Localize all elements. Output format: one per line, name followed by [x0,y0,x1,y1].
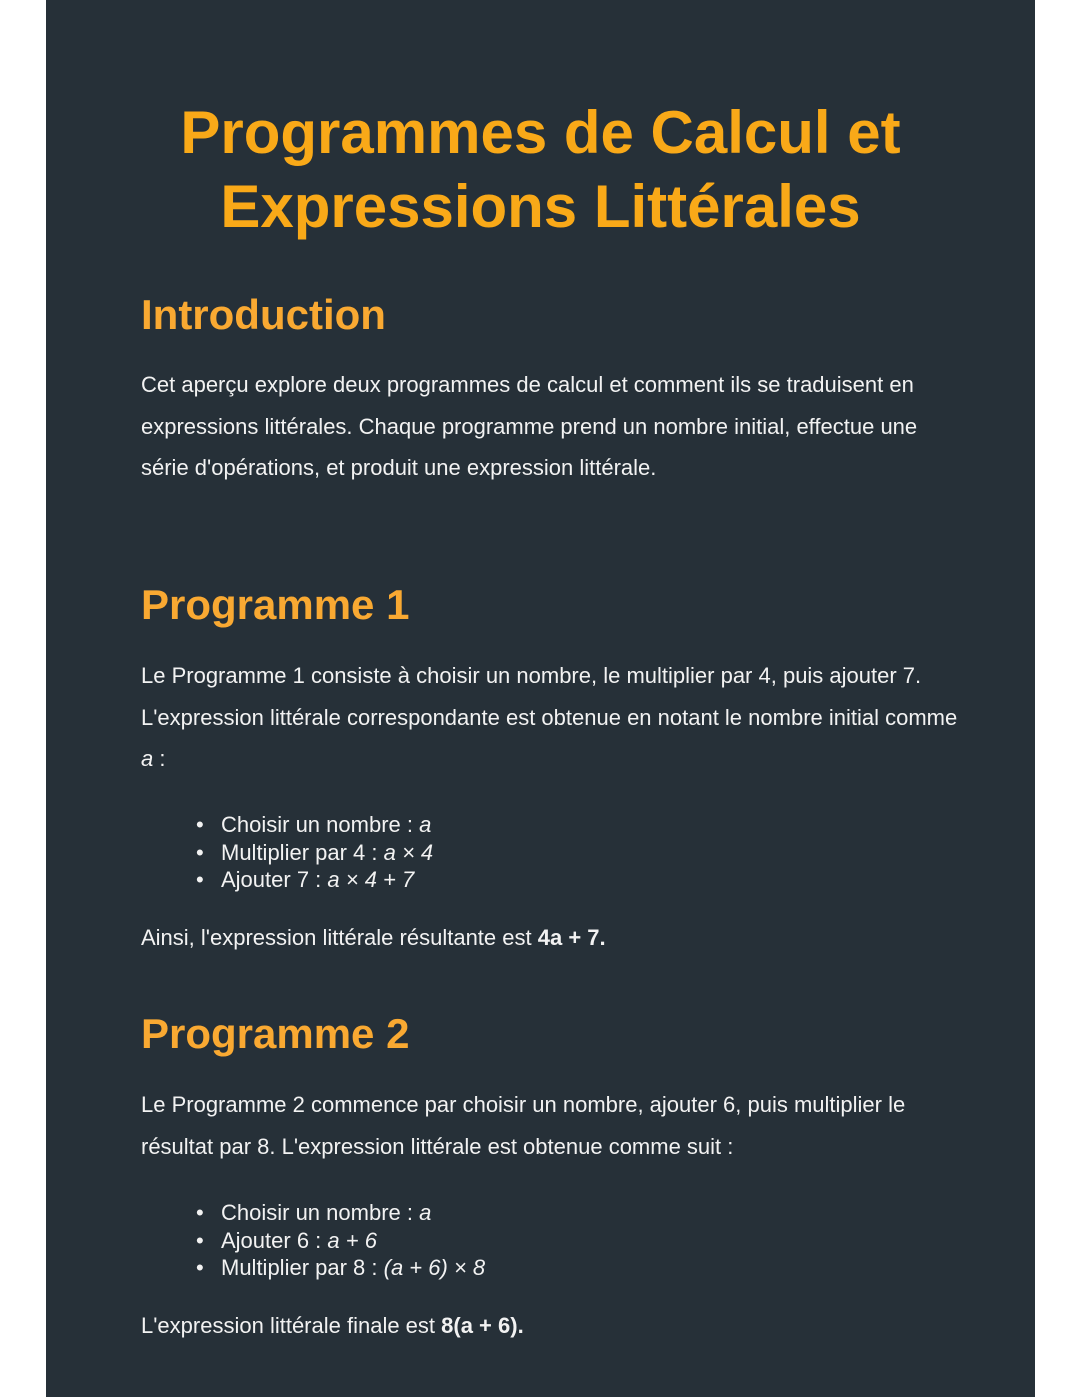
bullet-icon: • [196,1255,204,1280]
step-expression: a [419,812,432,837]
page-title [46,96,1035,244]
conclusion-prefix: L'expression littérale finale est [141,1313,442,1338]
bullet-icon: • [196,812,204,837]
document-page [46,0,1035,1397]
programme-1-steps-list [196,811,433,894]
step-label: Choisir un nombre : [221,1200,420,1225]
step-expression: a [419,1200,432,1225]
step-label: Choisir un nombre : [221,812,420,837]
step-expression: a + 6 [327,1227,377,1253]
programme-1-paragraph [141,655,961,780]
programme-1-text: Le Programme 1 consiste à choisir un nombre, le multiplier par 4, puis ajouter 7. L'expression littérale correspondante est obtenue en notant le nombre initial comme [141,663,958,730]
list-item [196,811,433,839]
step-label: Ajouter 6 : [221,1227,328,1253]
step-label: Multiplier par 4 : [221,839,384,865]
step-expression: (a + 6) × 8 [383,1255,486,1280]
programme-2-conclusion [141,1305,961,1347]
introduction-heading: Introduction [141,291,386,338]
programme-1-result: 4a + 7 [537,925,600,950]
programme-2-result: 8(a + 6) [441,1313,518,1338]
step-label: Multiplier par 8 : [221,1255,384,1280]
list-item [196,1199,485,1227]
bullet-icon: • [196,839,204,865]
programme-2-paragraph: Le Programme 2 commence par choisir un nombre, ajouter 6, puis multiplier le résultat par 8. L'expression littérale est obtenue comme suit : [141,1092,906,1159]
step-expression: a × 4 + 7 [327,867,415,892]
bullet-icon: • [196,867,204,892]
programme-1-conclusion [141,917,961,959]
conclusion-prefix: Ainsi, l'expression littérale résultante est [141,925,538,950]
programme-1-heading: Programme 1 [141,581,410,628]
list-item [196,1254,485,1282]
bullet-icon: • [196,1227,204,1253]
introduction-paragraph: Cet aperçu explore deux programmes de calcul et comment ils se traduisent en expressions littérales. Chaque programme prend un nombre initial, effectue une série d'opérations, et produit une expression littérale. [141,372,918,480]
conclusion-suffix: . [517,1313,524,1338]
page-title-line-1: Programmes de Calcul et [180,99,901,166]
list-item [196,866,433,894]
programme-2-heading: Programme 2 [141,1010,410,1057]
step-expression: a × 4 [383,839,434,865]
list-item [196,839,433,867]
programme-1-variable: a [141,746,154,771]
programme-2-steps-list [196,1199,485,1282]
page-title-line-2: Expressions Littérales [220,173,861,240]
bullet-icon: • [196,1200,204,1225]
list-item [196,1227,485,1255]
step-label: Ajouter 7 : [221,867,328,892]
conclusion-suffix: . [599,925,606,950]
programme-1-colon: : [153,746,166,771]
